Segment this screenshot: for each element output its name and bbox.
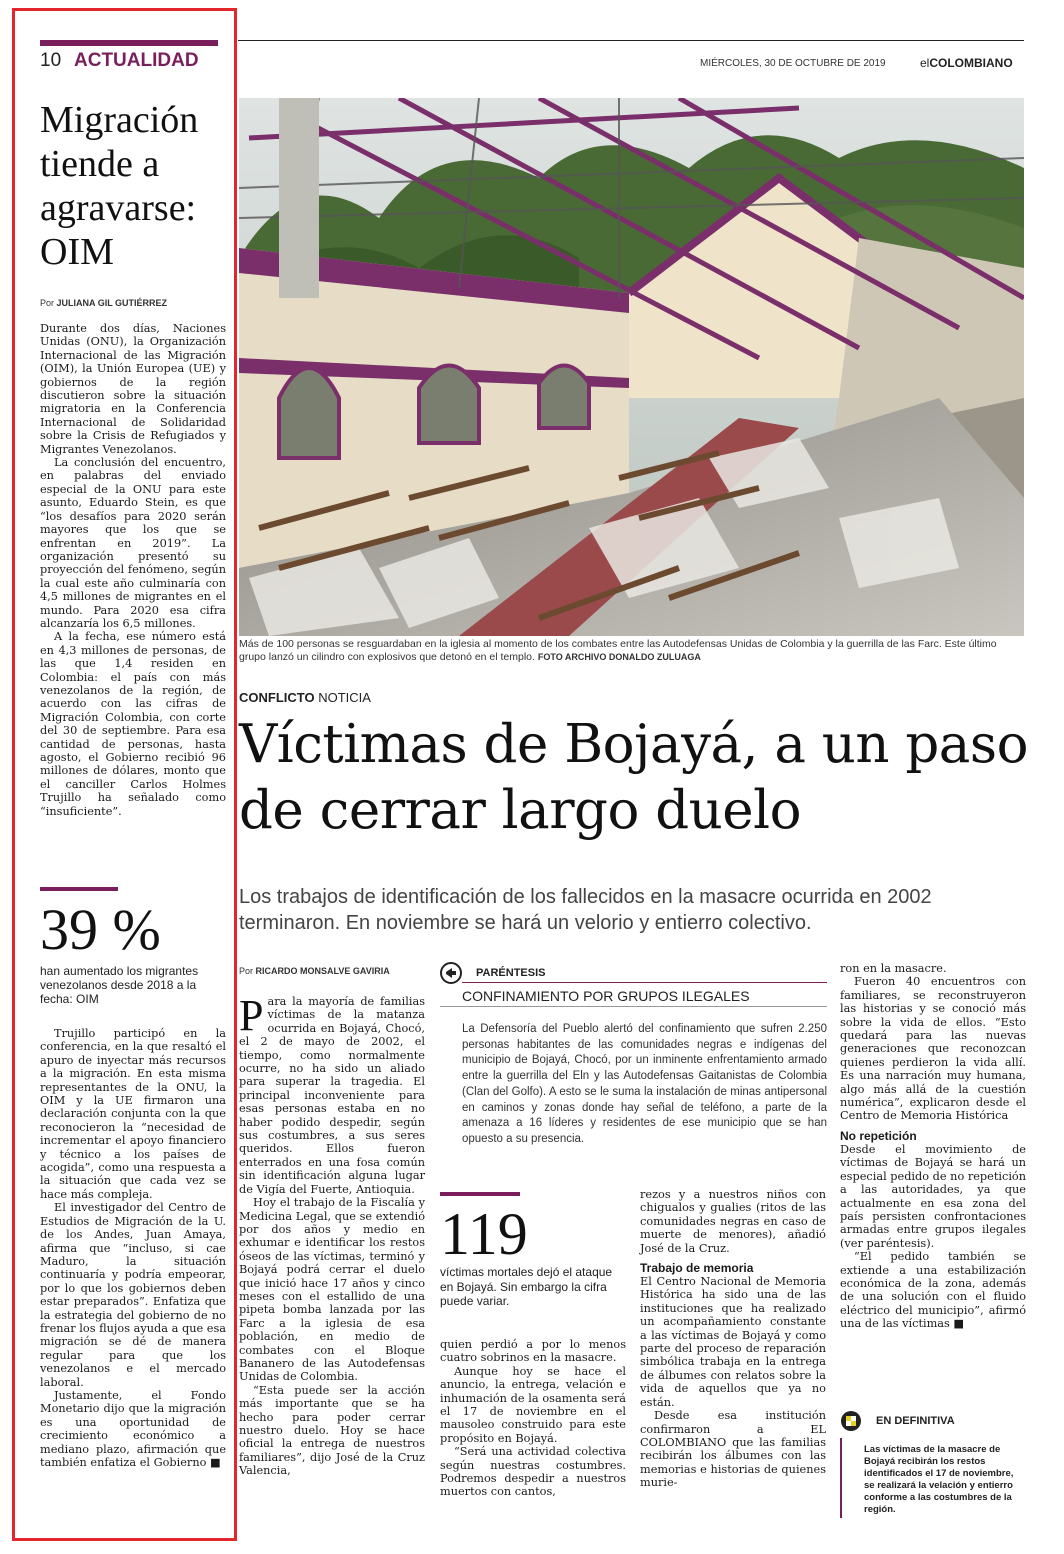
masthead bbox=[920, 56, 1013, 70]
paragraph: Desde esa institución confirmaron a EL COLOMBIANO que las familias recibirán los álbumes con las memorias e historias de quienes murie- bbox=[640, 1409, 826, 1490]
paragraph: La conclusión del encuentro, en palabras del enviado especial de la ONU para este asunto, Eduardo Stein, es que “los desafíos para 2020 serán mayores que los que se enfrentan en 2019”. La organización presentó su proyección del fenómeno, según la cual este año culminaría con 4,5 millones de migrantes en el mundo. Para 2020 esa cifra alcanzaría los 6,5 millones. bbox=[40, 456, 226, 630]
photo-credit: FOTO ARCHIVO DONALDO ZULUAGA bbox=[537, 652, 701, 662]
paragraph: “El pedido también se extiende a una estabilización económica de la zona, además de una solución con el fluido eléctrico del municipio”, afirmó una de las víctimas ■ bbox=[840, 1250, 1026, 1331]
side-story-byline bbox=[40, 298, 167, 308]
kicker-type: NOTICIA bbox=[318, 690, 371, 705]
page-number: 10 bbox=[40, 50, 62, 71]
byline-prefix: Por bbox=[40, 298, 55, 308]
byline-name: JULIANA GIL GUTIÉRREZ bbox=[56, 298, 168, 308]
parentesis-title: CONFINAMIENTO POR GRUPOS ILEGALES bbox=[462, 988, 750, 1004]
paragraph: rezos y a nuestros niños con chigualos y gualies (ritos de las comunidades negras en caso de muerte de menores), añadió José de la Cruz. bbox=[640, 1188, 826, 1255]
paragraph: Durante dos días, Naciones Unidas (ONU), la Organización Internacional de las Migración (OIM), la Unión Europea (UE) y gobiernos de la región discutieron sobre la situación migratoria en la Conferencia Internacional de Solidaridad sobre la Crisis de Refugiados y Migrantes Venezolanos. bbox=[40, 322, 226, 456]
main-column-2 bbox=[440, 1338, 626, 1499]
side-story-headline: Migración tiende a agravarse: OIM bbox=[40, 99, 199, 273]
checkered-badge-icon bbox=[840, 1410, 862, 1432]
paragraph: quien perdió a por lo menos cuatro sobrinos en la masacre. bbox=[440, 1338, 626, 1365]
masthead-prefix: el bbox=[920, 56, 930, 70]
paragraph: Desde el movimiento de víctimas de Bojayá se hará un especial pedido de no repetición a las autoridades, ya que actualmente en esa zona del país persisten confrontaciones armadas entre grupos ilegales (ver paréntesis). bbox=[840, 1142, 1027, 1250]
parentesis-rule bbox=[462, 982, 827, 983]
paragraph: El Centro Nacional de Memoria Histórica ha sido una de las instituciones que ha realizado un acompañamiento constante a las víctimas de Bojayá y como parte del proceso de reparación simbólica trabaja en la entrega de álbumes con relatos sobre la vida de aquellos que ya no están. bbox=[640, 1275, 826, 1409]
parentesis-label: PARÉNTESIS bbox=[476, 967, 546, 979]
main-column-3 bbox=[640, 1188, 826, 1490]
stat-rule bbox=[40, 887, 118, 891]
paragraph: Fueron 40 encuentros con familiares, se reconstruyeron las historias y se conoció más sobre la vida de ellos. “Esto quedará para las nuevas generaciones que reconozcan quienes perdieron la vida allí. Es una narración muy humana, algo más allá de la cuestión numérica”, explicaron desde el Centro de Memoria Histórica bbox=[840, 975, 1026, 1123]
dropcap: P bbox=[239, 991, 264, 1040]
parentesis-divider bbox=[440, 1006, 827, 1007]
side-story-body-top bbox=[40, 322, 226, 818]
dateline: MIÉRCOLES, 30 DE OCTUBRE DE 2019 bbox=[700, 58, 886, 69]
paragraph: Trujillo participó en la conferencia, en la que resaltó el apuro de inyectar más recursos a la migración. En esta misma representantes de la ONU, la OIM y la UE firmaron una declaración conjunta con la que reconocieron la “necesidad de incrementar el apoyo financiero y técnico a los países de acogida”, como una respuesta a la situación que cada vez se hace más compleja. bbox=[40, 1027, 226, 1201]
paragraph: Justamente, el Fondo Monetario dijo que la migración es una oportunidad de crecimiento económico a mediano plazo, afirmación que también enfatiza el Gobierno ■ bbox=[40, 1388, 226, 1469]
main-deck: Los trabajos de identificación de los fallecidos en la masacre ocurrida en 2002 terminaron. En noviembre se hará un velorio y entierro colectivo. bbox=[239, 886, 932, 934]
photo-caption-text: Más de 100 personas se resguardaban en la iglesia al momento de los combates entre las Autodefensas Unidas de Colombia y la guerrilla de las Farc. Este último grupo lanzó un cilindro con explosivos que detonó en el templo. bbox=[239, 638, 997, 663]
paragraph: Hoy el trabajo de la Fiscalía y Medicina Legal, que se extendió por dos años y medio en exhumar e identificar los restos óseos de las víctimas, terminó y Bojayá podrá cerrar el duelo que inició hace 17 años y cinco meses con el estallido de una pipeta bomba lanzada por las Farc a la iglesia de esa población, en medio de combates con el Bloque Bananero de las Autodefensas Unidas de Colombia. bbox=[239, 1196, 425, 1384]
paragraph: A la fecha, ese número está en 4,3 millones de personas, de las que 1,4 residen en Colombia: el país con más venezolanos de la región, de acuerdo con las cifras de Migración Colombia, con corte del 30 de septiembre. Para esa cantidad de personas, hasta agosto, el Gobierno recibió 96 millones de dólares, monto que el canciller Carlos Holmes Trujillo ha señalado como “insuficiente”. bbox=[40, 630, 226, 818]
side-stat-caption: han aumentado los migrantes venezolanos desde 2018 a la fecha: OIM bbox=[40, 964, 199, 1006]
main-column-4 bbox=[840, 962, 1026, 1331]
lead-text: ara la mayoría de familias víctimas de la matanza ocurrida en Bojayá, Chocó, el 2 de mayo de 2002, el tiempo, como normalmente ocurre, no ha sido un aliado para superar la tragedia. El principal inconveniente para esas personas estaba en no haber podido despedir, según sus costumbres, a sus seres queridos. Ellos fueron enterrados en una fosa común sin identificación alguna lugar de Vigía del Fuerte, Antioquia. bbox=[239, 995, 425, 1196]
paragraph: “Será una actividad colectiva según nuestras costumbres. Podremos despedir a nuestros muertos con cantos, bbox=[440, 1445, 626, 1499]
main-headline: Víctimas de Bojayá, a un paso de cerrar largo duelo bbox=[239, 714, 1029, 841]
side-story-body-bottom bbox=[40, 1027, 226, 1469]
main-photo bbox=[239, 98, 1024, 636]
subhead: No repetición bbox=[840, 1128, 917, 1143]
main-stat-number: 119 bbox=[440, 1201, 528, 1267]
byline-name: RICARDO MONSALVE GAVIRIA bbox=[255, 966, 390, 976]
definitiva-box bbox=[840, 1438, 1026, 1518]
main-stat-caption: víctimas mortales dejó el ataque en Bojayá. Sin embargo la cifra puede variar. bbox=[440, 1265, 613, 1308]
kicker bbox=[239, 690, 371, 705]
parentesis-body: La Defensoría del Pueblo alertó del confinamiento que sufren 2.250 personas habitantes de las comunidades negras e indígenas del municipio de Bojayá, Chocó, por un inminente enfrentamiento armado entre la guerrilla del Eln y las Autodefensas Gaitanistas de Colombia (Clan del Golfo). A esto se le suma la instalación de minas antipersonal en caminos y zonas donde hay señal de teléfono, a parte de la amenaza a 16 líderes y residentes de ese municipio que se han opuesto a su presencia. bbox=[462, 1023, 827, 1145]
top-rule bbox=[238, 40, 1024, 41]
main-byline bbox=[239, 966, 390, 976]
church-ruins-illustration bbox=[239, 98, 1024, 636]
main-column-1 bbox=[239, 991, 425, 1478]
kicker-topic: CONFLICTO bbox=[239, 690, 315, 705]
photo-caption bbox=[239, 638, 1024, 664]
paragraph: ron en la masacre. bbox=[840, 962, 947, 975]
paragraph: “Esta puede ser la acción más importante que se ha hecho para poder cerrar nuestro duelo. Hoy se hace oficial la entrega de nuestros familiares”, dijo José de la Cruz Valencia, bbox=[239, 1383, 425, 1478]
section-name: ACTUALIDAD bbox=[74, 50, 199, 71]
subhead: Trabajo de memoria bbox=[640, 1261, 754, 1276]
side-stat-number: 39 % bbox=[40, 897, 161, 962]
lead-paragraph bbox=[239, 991, 425, 1196]
paragraph: El investigador del Centro de Estudios de Migración de la U. de los Andes, Juan Amaya, afirma que “incluso, si cae Maduro, la situación continuaría y podría empeorar, por lo que los gobiernos deben estar preparados”. Enfatiza que la estrategia del gobierno de no frenar los flujos ayuda a que esa migración se dé de manera regular para que los venezolanos e el mercado laboral. bbox=[40, 1201, 226, 1389]
paragraph: Aunque hoy se hace el anuncio, la entrega, velación e inhumación de la osamenta será el 17 de noviembre en el mausoleo construido para este propósito en Bojayá. bbox=[440, 1364, 626, 1445]
definitiva-text: Las víctimas de la masacre de Bojayá recibirán los restos identificados el 17 de noviembre, se realizará la velación y entierro conforme a las costumbres de la región. bbox=[864, 1444, 1014, 1515]
masthead-name: COLOMBIANO bbox=[929, 56, 1013, 70]
section-color-bar bbox=[40, 40, 218, 46]
megaphone-icon bbox=[440, 962, 462, 984]
byline-prefix: Por bbox=[239, 966, 254, 976]
definitiva-label: EN DEFINITIVA bbox=[876, 1415, 955, 1427]
stat-rule bbox=[440, 1192, 520, 1196]
